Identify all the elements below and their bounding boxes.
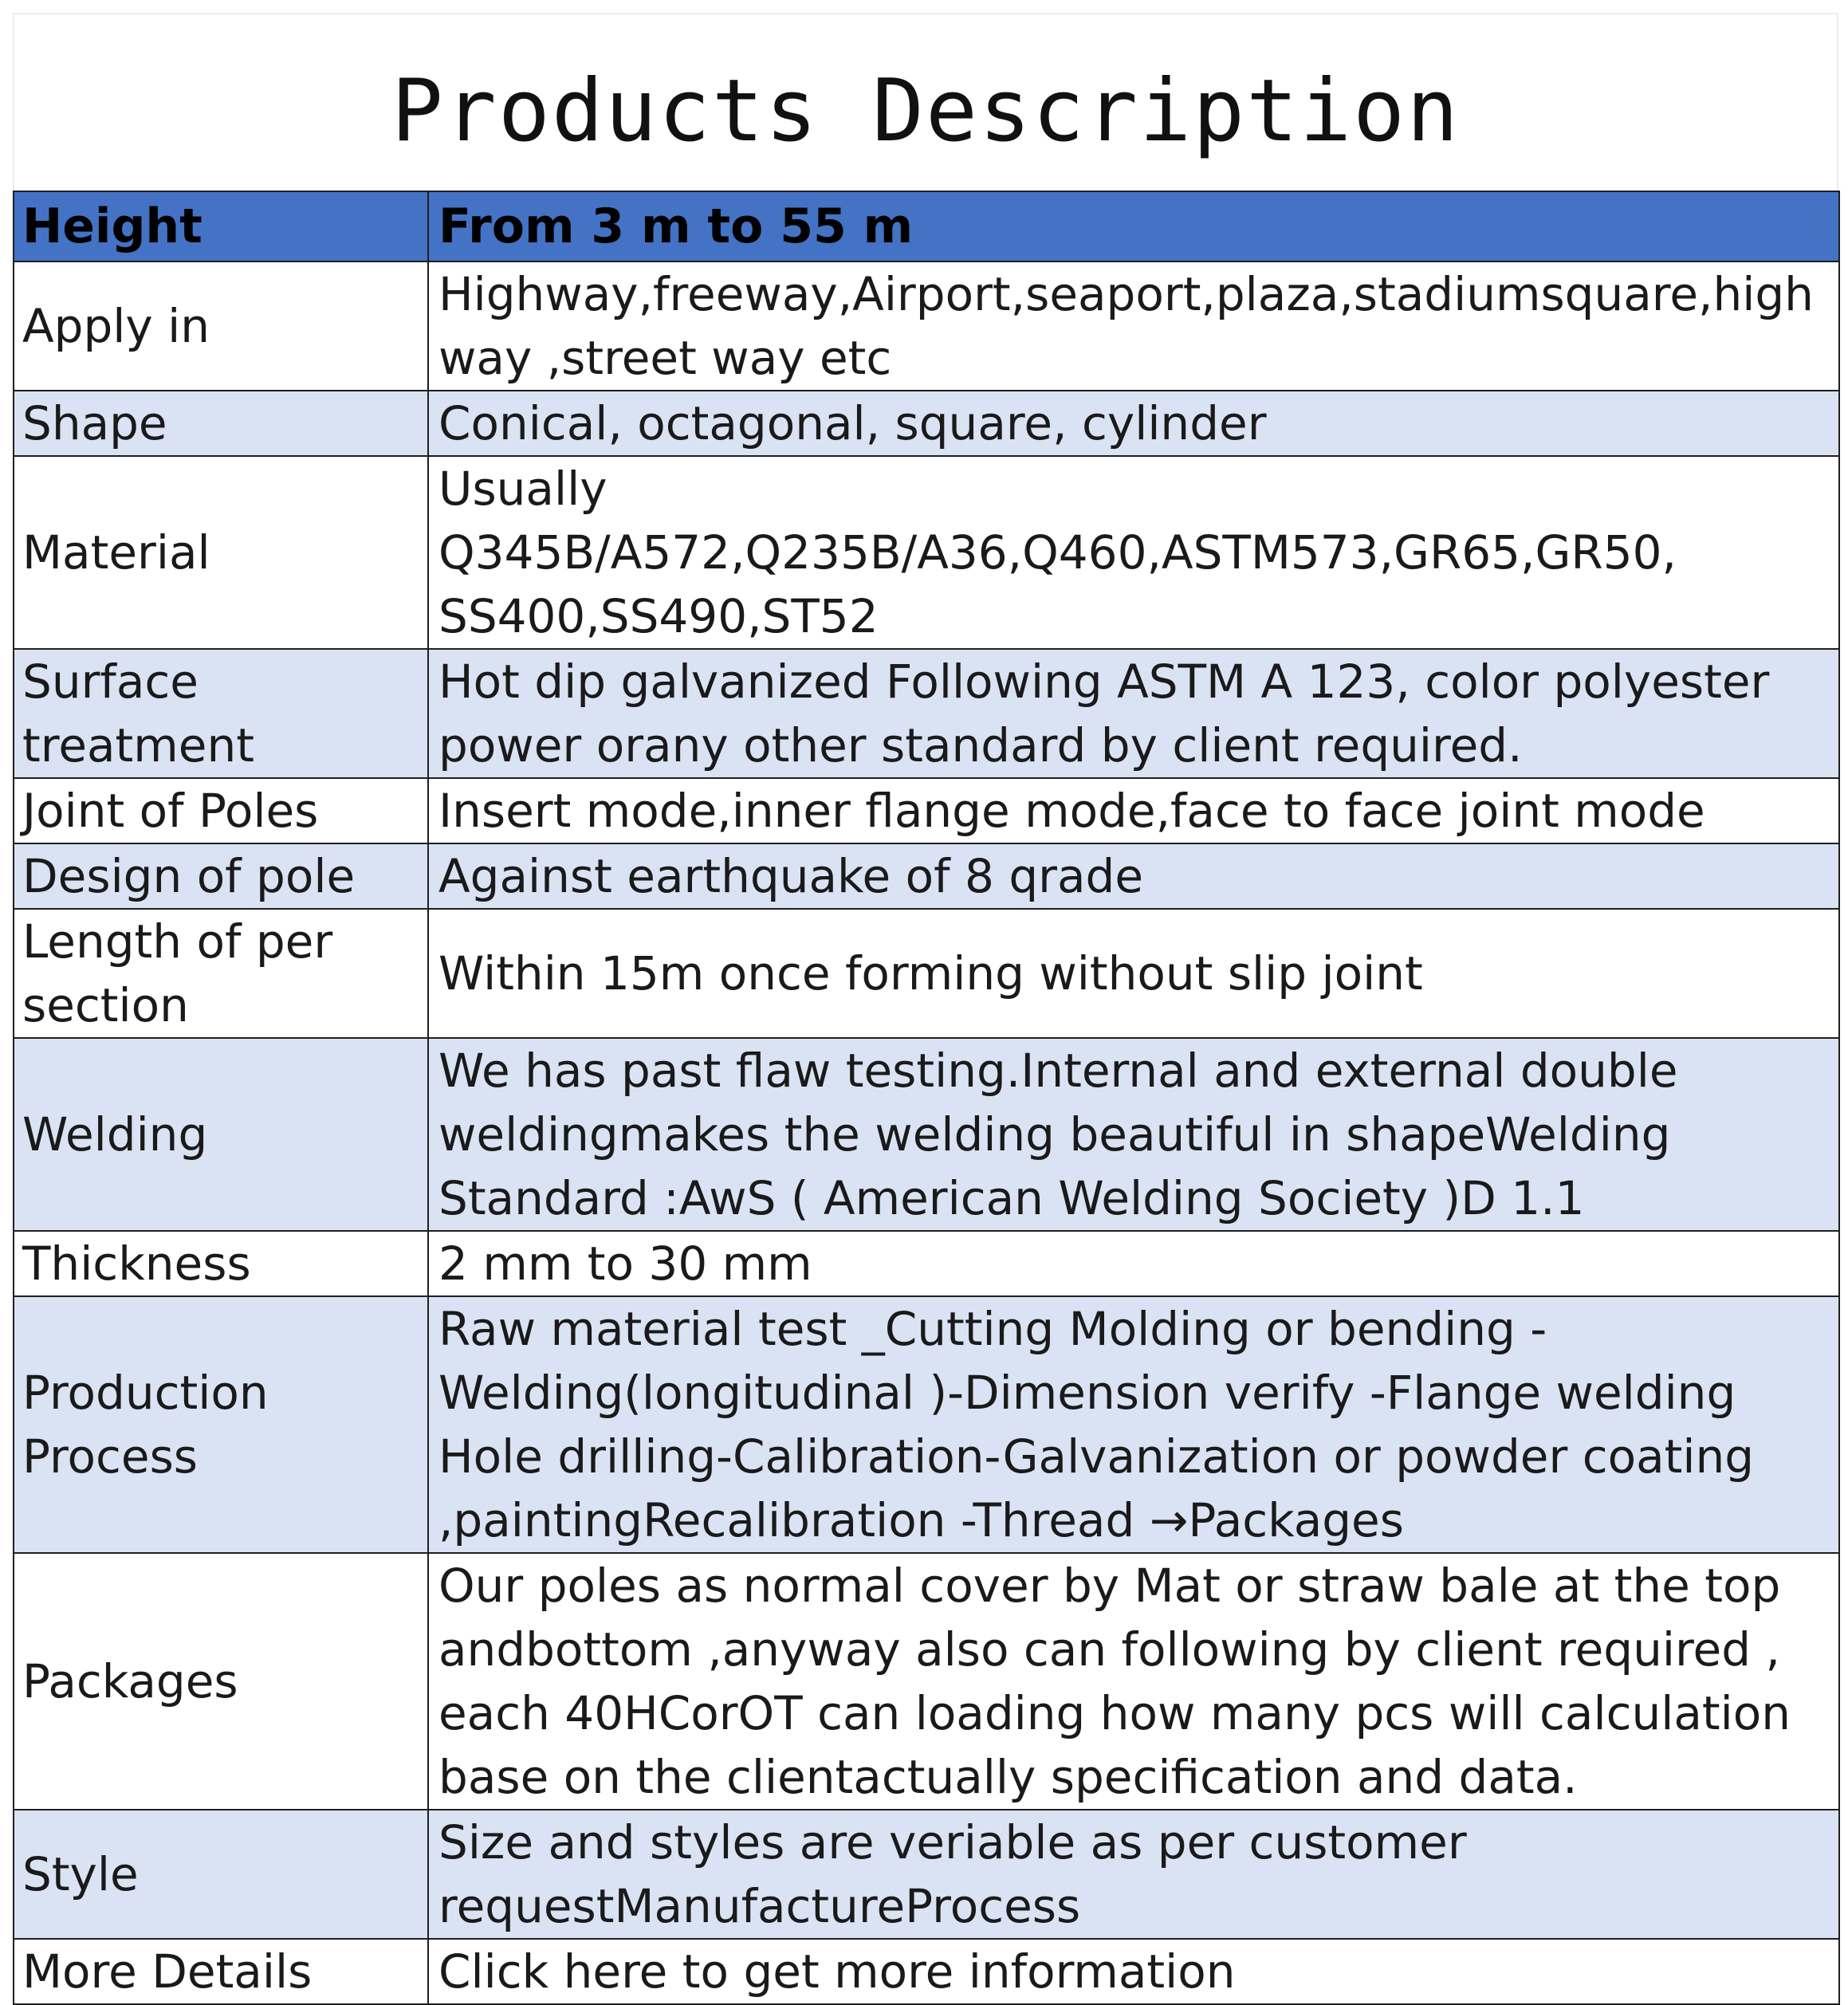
row-value: Insert mode,inner flange mode,face to face joint mode [428, 778, 1839, 843]
row-label: Material [14, 456, 428, 649]
table-row [14, 1553, 1839, 1810]
row-value: Conical, octagonal, square, cylinder [428, 391, 1839, 456]
table-row [14, 1296, 1839, 1553]
row-label: Joint of Poles [14, 778, 428, 843]
table-row [14, 909, 1839, 1038]
row-label: Length of per section [14, 909, 428, 1038]
row-label: Style [14, 1810, 428, 1939]
row-label: Thickness [14, 1231, 428, 1296]
table-row [14, 456, 1839, 649]
table-row [14, 1231, 1839, 1296]
row-label: Production Process [14, 1296, 428, 1553]
row-value: Raw material test _Cutting Molding or bending -Welding(longitudinal )-Dimension verify -Flange welding Hole drilling-Calibration-Galvanization or powder coating ,paintingRecalibration -Thread →Packages [428, 1296, 1839, 1553]
row-value: Size and styles are veriable as per customer requestManufactureProcess [428, 1810, 1839, 1939]
row-label: Surface treatment [14, 649, 428, 778]
row-label: Shape [14, 391, 428, 456]
page-title: Products Description [391, 61, 1461, 161]
row-label: Design of pole [14, 843, 428, 909]
row-label: Apply in [14, 261, 428, 391]
more-info-link[interactable]: Click here to get more information [428, 1939, 1839, 2004]
table-row [14, 1810, 1839, 1939]
row-label: More Details [14, 1939, 428, 2004]
row-value: Against earthquake of 8 qrade [428, 843, 1839, 909]
table-header-row [14, 191, 1839, 261]
table-row [14, 843, 1839, 909]
row-value: Our poles as normal cover by Mat or straw bale at the top andbottom ,anyway also can following by client required , each 40HCorOT can loading how many pcs will calculation base on the clientactually specification and data. [428, 1553, 1839, 1810]
row-label: Welding [14, 1038, 428, 1231]
row-value: Usually Q345B/A572,Q235B/A36,Q460,ASTM573,GR65,GR50, SS400,SS490,ST52 [428, 456, 1839, 649]
spec-table [13, 191, 1840, 2005]
row-label: Packages [14, 1553, 428, 1810]
table-row [14, 1038, 1839, 1231]
table-row [14, 261, 1839, 391]
table-row [14, 778, 1839, 843]
table-row [14, 649, 1839, 778]
row-value: Highway,freeway,Airport,seaport,plaza,stadiumsquare,highway ,street way etc [428, 261, 1839, 391]
table-row [14, 391, 1839, 456]
header-value: From 3 m to 55 m [428, 191, 1839, 261]
row-value: Within 15m once forming without slip joint [428, 909, 1839, 1038]
row-value: 2 mm to 30 mm [428, 1231, 1839, 1296]
row-value: Hot dip galvanized Following ASTM A 123, color polyester power orany other standard by client required. [428, 649, 1839, 778]
header-label: Height [14, 191, 428, 261]
table-row[interactable] [14, 1939, 1839, 2004]
row-value: We has past flaw testing.Internal and external double weldingmakes the welding beautiful in shapeWelding Standard :AwS ( American Welding Society )D 1.1 [428, 1038, 1839, 1231]
